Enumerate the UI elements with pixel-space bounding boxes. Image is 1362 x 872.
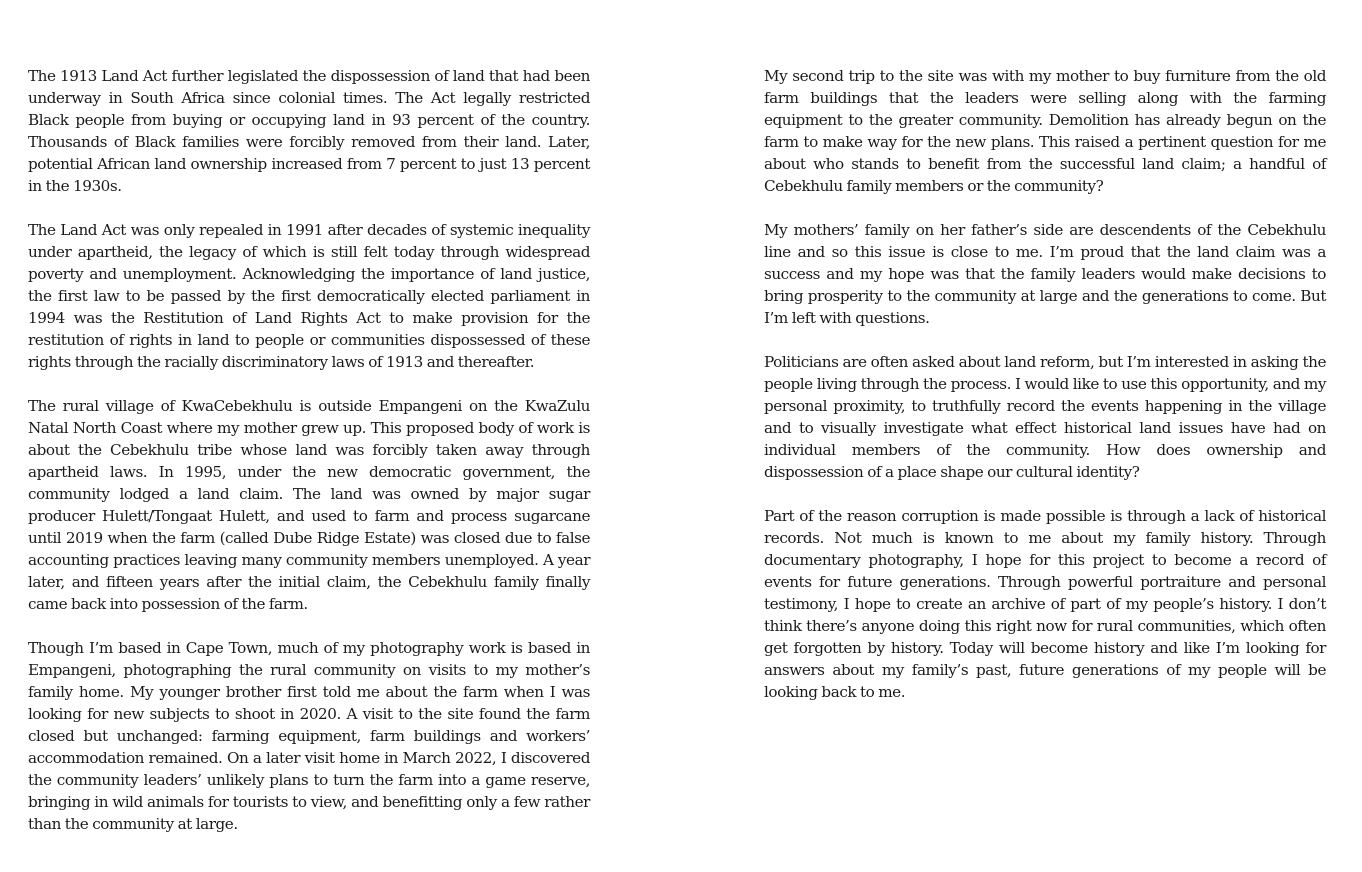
paragraph-land-act-repeal: The Land Act was only repealed in 1991 after decades of systemic inequality under apartheid, the legacy of which is still felt today through widespread poverty and unemployment. Acknowledging the importance of land justice, the first law to be passed by the first democratically elected parliament in 1994 was the Restitution of Land Rights Act to make provision for the restitution of rights in land to people or communities dispossessed of these rights through the racially discriminatory laws of 1913 and thereafter.	[28, 221, 590, 371]
left-text-column	[28, 65, 590, 857]
paragraph-land-reform-questions: Politicians are often asked about land reform, but I’m interested in asking the people living through the process. I would like to use this opportunity, and my personal proximity, to truthfully record the events happening in the village and to visually investigate what effect historical land issues have had on individual members of the community. How does ownership and dispossession of a place shape our cultural identity?	[764, 353, 1326, 481]
paragraph-second-trip: My second trip to the site was with my mother to buy furniture from the old farm buildings that the leaders were selling along with the farming equipment to the greater community. Demolition has already begun on the farm to make way for the new plans. This raised a pertinent question for me about who stands to benefit from the successful land claim; a handful of Cebekhulu family members or the community?	[764, 67, 1326, 195]
paragraph-cape-town-photography: Though I’m based in Cape Town, much of my photography work is based in Empangeni, photographing the rural community on visits to my mother’s family home. My younger brother first told me about the farm when I was looking for new subjects to shoot in 2020. A visit to the site found the farm closed but unchanged: farming equipment, farm buildings and workers’ accommodation remained. On a later visit home in March 2022, I discovered the community leaders’ unlikely plans to turn the farm into a game reserve, bringing in wild animals for tourists to view, and benefitting only a few rather than the community at large.	[28, 639, 590, 833]
paragraph-family-line: My mothers’ family on her father’s side are descendents of the Cebekhulu line and so this issue is close to me. I’m proud that the land claim was a success and my hope was that the family leaders would make decisions to bring prosperity to the community at large and the generations to come. But I’m left with questions.	[764, 221, 1326, 327]
paragraph-land-act-1913: The 1913 Land Act further legislated the dispossession of land that had been underway in South Africa since colonial times. The Act legally restricted Black people from buying or occupying land in 93 percent of the country. Thousands of Black families were forcibly removed from their land. Later, potential African land ownership increased from 7 percent to just 13 percent in the 1930s.	[28, 67, 590, 195]
paragraph-historical-records: Part of the reason corruption is made possible is through a lack of historical records. Not much is known to me about my family history. Through documentary photography, I hope for this project to become a record of events for future generations. Through powerful portraiture and personal testimony, I hope to create an archive of part of my people’s history. I don’t think there’s anyone doing this right now for rural communities, which often get forgotten by history. Today will become history and like I’m looking for answers about my family’s past, future generations of my people will be looking back to me.	[764, 507, 1326, 701]
paragraph-kwacebekhulu-village: The rural village of KwaCebekhulu is outside Empangeni on the KwaZulu Natal North Coast where my mother grew up. This proposed body of work is about the Cebekhulu tribe whose land was forcibly taken away through apartheid laws. In 1995, under the new democratic government, the community lodged a land claim. The land was owned by major sugar producer Hulett/Tongaat Hulett, and used to farm and process sugarcane until 2019 when the farm (called Dube Ridge Estate) was closed due to false accounting practices leaving many community members unemployed. A year later, and fifteen years after the initial claim, the Cebekhulu family finally came back into possession of the farm.	[28, 397, 590, 613]
right-text-column	[764, 65, 1326, 725]
